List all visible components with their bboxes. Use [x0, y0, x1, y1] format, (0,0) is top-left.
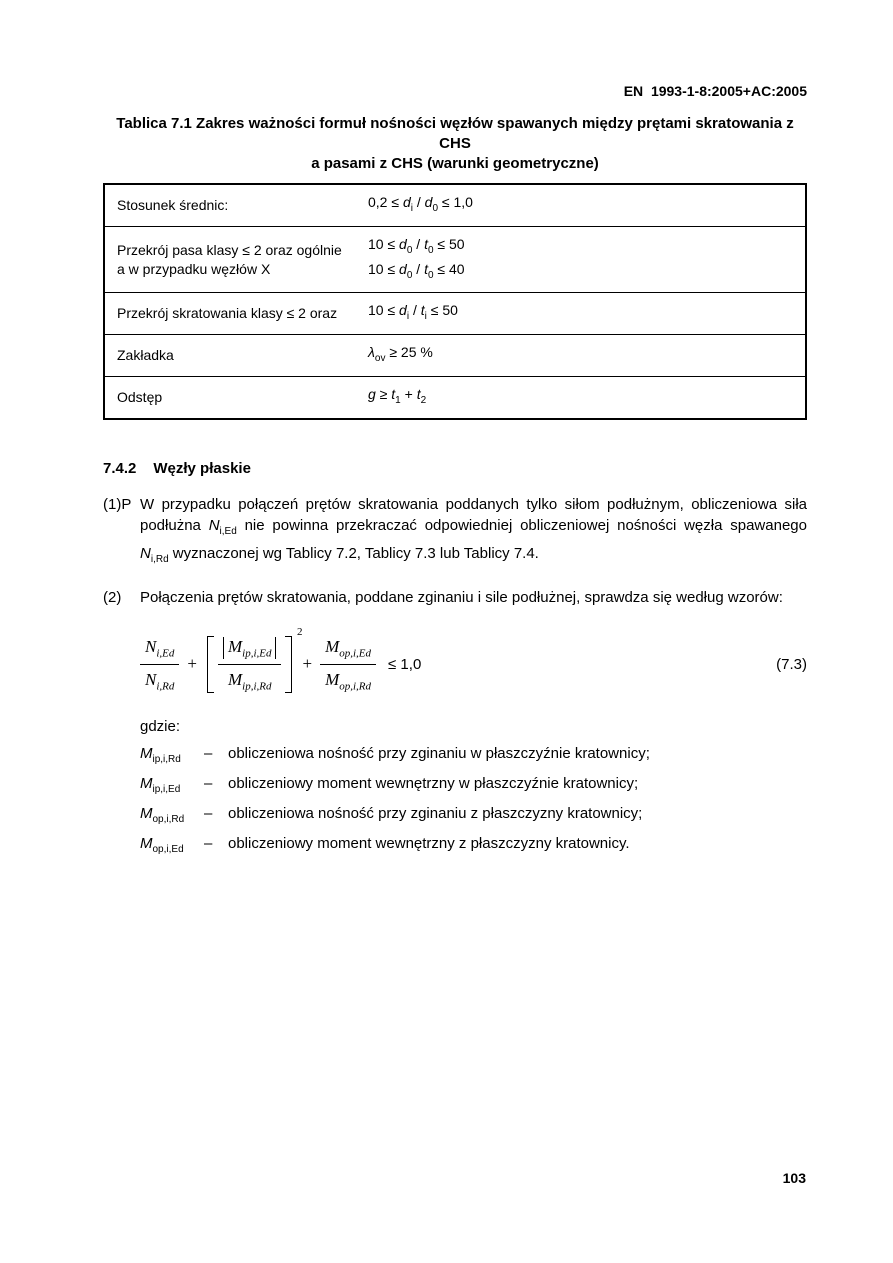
paragraph-number: (2): [103, 589, 122, 607]
eq-condition: ≤ 1,0: [388, 655, 422, 673]
standard-reference-header: EN 1993-1-8:2005+AC:2005: [623, 83, 807, 99]
section-title: Węzły płaskie: [153, 459, 251, 477]
definition-row: [140, 745, 807, 765]
bracket-exponent: 2: [296, 625, 303, 638]
paragraph-body: Połączenia prętów skratowania, poddane zginaniu i sile podłużnej, sprawdza się według wzorów:: [140, 589, 783, 607]
equation-number: (7.3): [776, 655, 807, 673]
equation-7-3: [140, 625, 807, 696]
definition-term: $M_{op,i,Rd}$: [140, 804, 185, 825]
table-row: [104, 226, 806, 293]
definition-text: obliczeniowa nośność przy zginaniu z płaszczyzny kratownicy;: [228, 804, 643, 822]
row-label-cell: Stosunek średnic:: [117, 196, 229, 213]
paragraph-body: W przypadku połączeń prętów skratowania poddanych tylko siłom podłużnym, obliczeniowa siła podłużna $N_{i,Ed}$ nie powinna przekraczać odpowiedniej obliczeniowej nośności węzła spawanego $N_{i,Rd}$ wyznaczonej wg Tablicy 7.2, Tablicy 7.3 lub Tablicy 7.4.: [140, 495, 807, 565]
definition-dash: –: [204, 834, 213, 852]
paragraph-2: [103, 587, 807, 609]
definition-row: [140, 805, 807, 825]
paragraph-number: (1)P: [103, 495, 132, 513]
definition-text: obliczeniowy moment wewnętrzny w płaszczyźnie kratownicy;: [228, 774, 639, 792]
definition-row: [140, 835, 807, 855]
eq-fraction-inplane: $\frac{M_{ip,i,Ed}}{M_{ip,i,Rd}}$: [218, 636, 282, 693]
table-row: [104, 376, 806, 418]
page-content: [103, 0, 807, 855]
plus-operator: +: [187, 654, 197, 674]
absolute-value: $M_{ip,i,Ed}$: [223, 637, 277, 659]
table-row: [104, 335, 806, 377]
eq-fraction-outofplane: $\frac{M_{op,i,Ed}}{M_{op,i,Rd}}$: [320, 636, 376, 693]
row-formula-cell: $10 \le d_i / t_i \le 50$: [356, 293, 806, 335]
definition-term: $M_{op,i,Ed}$: [140, 834, 184, 855]
table-title-line1: Tablica 7.1 Zakres ważności formuł nośności węzłów spawanych między prętami skratowania z CHS: [116, 115, 794, 152]
definition-dash: –: [204, 804, 213, 822]
table-row: [104, 293, 806, 335]
row-label-cell: Zakładka: [104, 335, 356, 377]
section-heading: [103, 460, 807, 477]
page-number: 103: [782, 1170, 806, 1186]
row-formula-cell: $\lambda_{ov} \ge 25$ %: [356, 335, 806, 377]
definition-text: obliczeniowy moment wewnętrzny z płaszczyzny kratownicy.: [228, 834, 630, 852]
paragraph-1p: [103, 494, 807, 571]
definition-dash: –: [204, 744, 213, 762]
row-label-cell: Odstęp: [104, 376, 356, 418]
table-title-line2: a pasami z CHS (warunki geometryczne): [311, 155, 599, 172]
row-formula-cell: $g \ge t_1 + t_2$: [356, 376, 806, 418]
row-formula-cell: $10 \le d_0 / t_0 \le 50$ $10 \le d_0 / t_0 \le 40$: [356, 226, 806, 293]
row-label-cell: Przekrój pasa klasy ≤ 2 oraz ogólnie a w przypadku węzłów X: [104, 226, 356, 293]
where-label: gdzie:: [140, 717, 181, 735]
row-formula-cell: $0,2 \le d_i / d_0 \le 1,0$: [368, 194, 473, 214]
table-title: [103, 114, 807, 174]
definition-list: [140, 745, 807, 855]
eq-bracket-term: [207, 625, 303, 696]
geometric-conditions-table: [103, 183, 807, 420]
right-bracket: [285, 636, 292, 693]
left-bracket: [207, 636, 214, 693]
row-label-cell: Przekrój skratowania klasy ≤ 2 oraz: [104, 293, 356, 335]
definition-text: obliczeniowa nośność przy zginaniu w płaszczyźnie kratownicy;: [228, 744, 650, 762]
definition-dash: –: [204, 774, 213, 792]
table-row: [104, 184, 806, 226]
section-number: 7.4.2: [103, 459, 137, 477]
definition-term: $M_{ip,i,Rd}$: [140, 744, 181, 765]
plus-operator: +: [302, 654, 313, 674]
definition-row: [140, 775, 807, 795]
definition-term: $M_{ip,i,Ed}$: [140, 774, 181, 795]
eq-fraction-axial: $\frac{N_{i,Ed}}{N_{i,Rd}}$: [140, 636, 179, 693]
